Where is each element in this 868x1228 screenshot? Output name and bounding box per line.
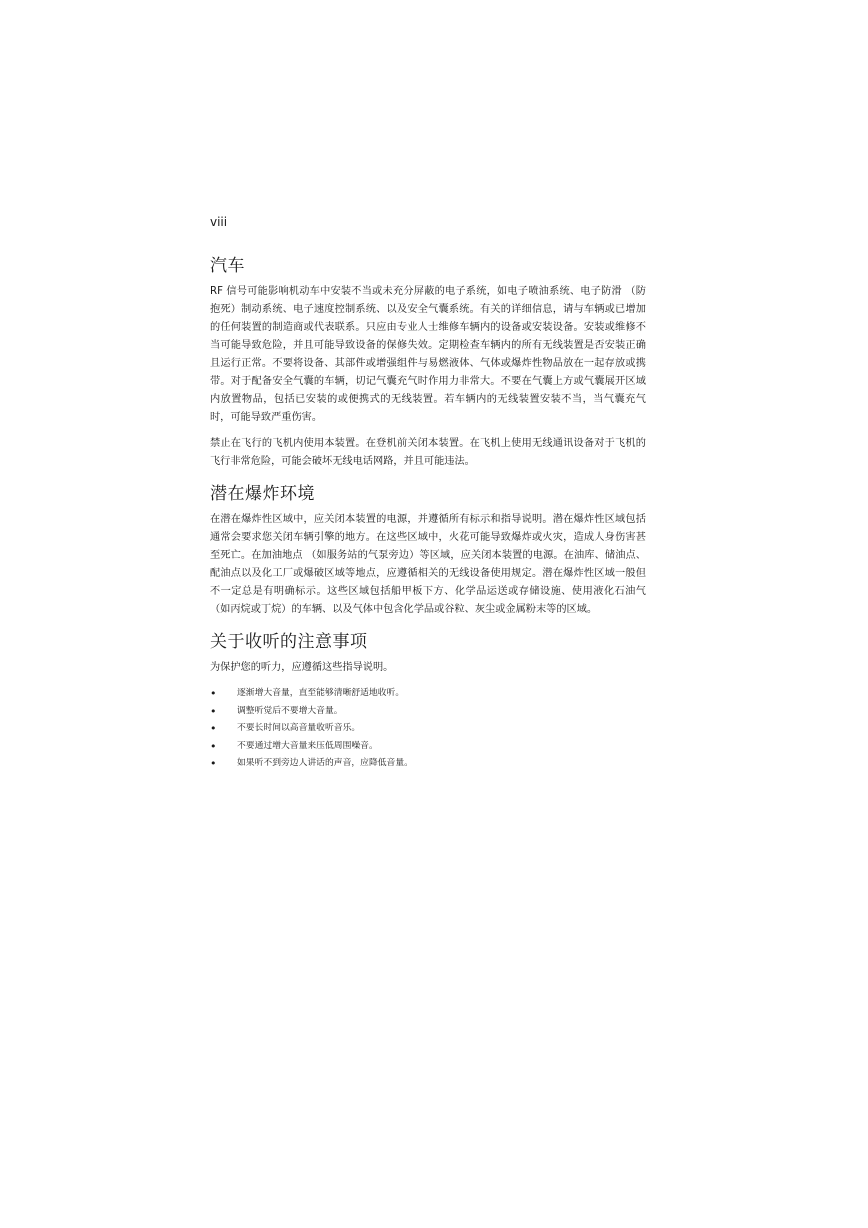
paragraph: RF 信号可能影响机动车中安装不当或未充分屏蔽的电子系统，如电子喷油系统、电子防滑 （防抱死）制动系统、电子速度控制系统、以及安全气囊系统。有关的详细信息，请与车辆或已增加的任何装置的制造商或代表联系。只应由专业人士维修车辆内的设备或安装设备。安装或维修不当可能导致危险，并且可能导致设备的保修失效。定期检查车辆内的所有无线装置是否安装正确且运行正常。不要将设备、其部件或增强组件与易燃液体、气体或爆炸性物品放在一起存放或携带。对于配备安全气囊的车辆，切记气囊充气时作用力非常大。不要在气囊上方或气囊展开区域内放置物品，包括已安装的或便携式的无线装置。若车辆内的无线装置安装不当，当气囊充气时，可能导致严重伤害。 xyxy=(210,286,646,423)
bullet-icon: • xyxy=(210,722,217,735)
list-item xyxy=(210,755,646,773)
bullet-icon: • xyxy=(210,704,217,718)
bullet-icon: • xyxy=(210,687,217,700)
bullet-list xyxy=(210,685,646,773)
section-title: 汽车 xyxy=(210,256,245,276)
section-title: 关于收听的注意事项 xyxy=(210,632,368,652)
section-title: 潜在爆炸环境 xyxy=(210,484,315,504)
document-page xyxy=(210,214,646,785)
paragraph: 在潜在爆炸性区域中，应关闭本装置的电源，并遵循所有标示和指导说明。潜在爆炸性区域包括通常会要求您关闭车辆引擎的地方。在这些区域中，火花可能导致爆炸或火灾，造成人身伤害甚至死亡。在加油地点 （如服务站的气泵旁边）等区域，应关闭本装置的电源。在油库、储油点、配油点以及化工厂或爆破区域等地点，应遵循相关的无线设备使用规定。潜在爆炸性区域一般但不一定总是有明确标示。这些区域包括船甲板下方、化学品运送或存储设施、使用液化石油气 （如丙烷或丁烷）的车辆、以及气体中包含化学品或谷粒、灰尘或金属粉末等的区域。 xyxy=(210,514,646,615)
list-item-text: 调整听觉后不要增大音量。 xyxy=(237,705,343,716)
paragraph: 为保护您的听力，应遵循这些指导说明。 xyxy=(210,662,394,673)
section-explosive-environment xyxy=(210,483,646,619)
list-item xyxy=(210,738,646,756)
section-automobile xyxy=(210,255,646,471)
bullet-icon: • xyxy=(210,757,217,770)
page-number: viii xyxy=(210,215,228,229)
list-item-text: 不要长时间以高音量收听音乐。 xyxy=(237,723,361,733)
list-item-text: 逐渐增大音量，直至能够清晰舒适地收听。 xyxy=(237,688,405,698)
list-item xyxy=(210,703,646,721)
list-item-text: 如果听不到旁边人讲话的声音，应降低音量。 xyxy=(237,758,413,768)
bullet-icon: • xyxy=(210,739,217,753)
list-item xyxy=(210,685,646,703)
paragraph: 禁止在飞行的飞机内使用本装置。在登机前关闭本装置。在飞机上使用无线通讯设备对于飞机的飞行非常危险，可能会破坏无线电话网路，并且可能违法。 xyxy=(210,438,646,467)
list-item-text: 不要通过增大音量来压低周围噪音。 xyxy=(237,740,378,751)
list-item xyxy=(210,720,646,738)
section-hearing-notes xyxy=(210,631,646,773)
